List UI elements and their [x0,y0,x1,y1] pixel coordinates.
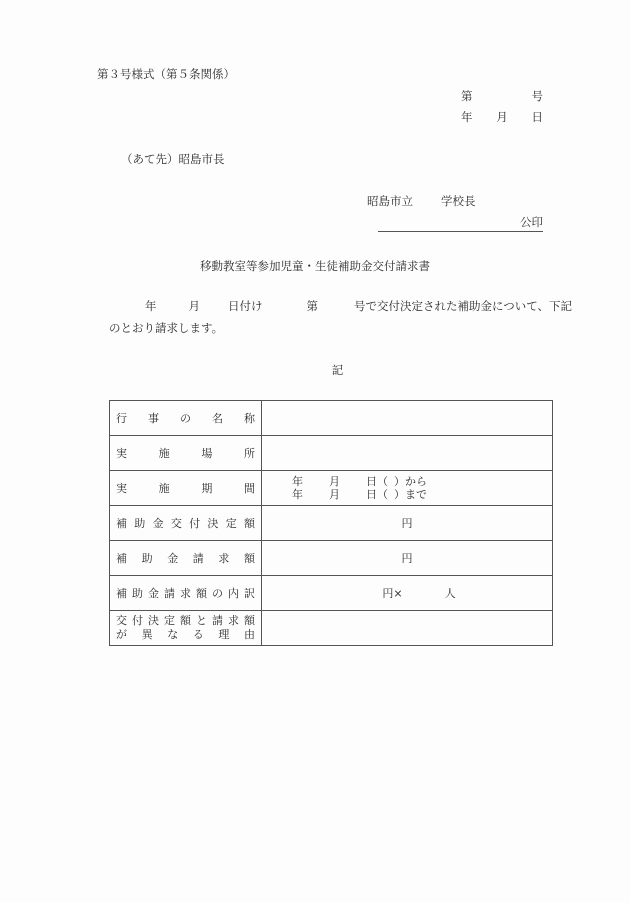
label-char: る [192,628,204,641]
table-row [110,541,553,576]
label-char: 補 [116,587,127,600]
label-char: 請 [164,587,175,600]
label-period [110,471,262,506]
table-row [110,471,553,506]
form-number: 第３号様式（第５条関係） [97,67,235,81]
label-claim-breakdown [110,576,262,611]
table-row [110,436,553,471]
period-from: 年 月 日（ ）から [292,475,427,488]
label-char: 名 [212,412,223,425]
label-char: 請 [212,614,223,627]
label-char: 助 [134,517,146,530]
label-char: な [167,628,179,641]
body-day: 日付け [228,299,263,313]
label-char: 助 [132,587,143,600]
detail-table [109,400,553,646]
label-char: 間 [243,482,255,495]
label-char: 求 [228,614,239,627]
label-char: 訳 [244,587,255,600]
label-difference-reason [110,611,262,646]
date-month: 月 [496,110,508,124]
label-event-name [110,401,262,436]
doc-number-prefix: 第 [461,89,473,103]
label-char: 金 [167,552,179,565]
body-year: 年 [145,299,157,313]
label-char: 額 [243,552,255,565]
claim-amount-field[interactable] [262,541,553,576]
ki-heading: 記 [331,363,344,377]
label-char: 額 [180,614,191,627]
school-name-line [367,193,476,209]
label-char: 交 [116,614,127,627]
table-row [110,506,553,541]
label-char: 所 [243,447,255,460]
label-char: 内 [228,587,239,600]
label-char: 定 [164,614,175,627]
label-claim-amount [110,541,262,576]
period-field[interactable] [262,471,553,506]
label-char: 決 [148,614,159,627]
yen-unit: 円 [401,517,413,530]
doc-number-suffix: 号 [531,89,543,103]
label-venue [110,436,262,471]
yen-unit: 円 [401,552,413,565]
label-char: 決 [207,517,219,530]
body-text: 号で交付決定された補助金について、下記 [354,299,573,313]
label-char: 金 [152,517,164,530]
label-char: 行 [116,412,127,425]
addressee: （あて先）昭島市長 [121,152,225,166]
yen-times: 円× [382,587,403,600]
label-char: 金 [148,587,159,600]
document-title: 移動教室等参加児童・生徒補助金交付請求書 [200,259,430,273]
label-char: が [116,628,127,641]
people-unit: 人 [444,587,456,600]
claim-breakdown-field[interactable] [262,576,553,611]
label-char: 額 [196,587,207,600]
document-date [461,109,543,125]
label-decided-amount [110,506,262,541]
table-row [110,576,553,611]
table-row [110,611,553,646]
label-char: 実 [116,447,127,460]
label-char: 施 [158,447,170,460]
body-number-prefix: 第 [306,299,318,313]
seal-line [378,214,543,232]
label-char: 額 [244,614,255,627]
label-char: 事 [148,412,159,425]
date-day: 日 [531,110,543,124]
school-prefix: 昭島市立 [367,194,413,208]
label-char: 異 [141,628,153,641]
school-suffix: 学校長 [441,194,476,208]
event-name-field[interactable] [262,401,553,436]
label-char: 由 [243,628,255,641]
decided-amount-field[interactable] [262,506,553,541]
difference-reason-field[interactable] [262,611,553,646]
label-char: 付 [132,614,143,627]
label-char: 補 [116,552,127,565]
date-year: 年 [461,110,473,124]
body-line-1 [145,298,572,314]
venue-field[interactable] [262,436,553,471]
label-char: 期 [201,482,213,495]
seal-label: 公印 [520,215,543,229]
label-char: 助 [141,552,153,565]
label-char: 額 [243,517,255,530]
table-row [110,401,553,436]
label-char: 交 [170,517,182,530]
label-char: 付 [189,517,201,530]
label-char: 実 [116,482,127,495]
label-char: 求 [180,587,191,600]
label-char: の [212,587,223,600]
body-line-2: のとおり請求します。 [109,321,224,335]
label-char: の [180,412,191,425]
label-char: 請 [192,552,204,565]
label-char: 場 [201,447,213,460]
label-char: 施 [158,482,170,495]
body-month: 月 [188,299,200,313]
label-char: 求 [218,552,230,565]
period-to: 年 月 日（ ）まで [292,488,427,501]
label-char: 補 [116,517,127,530]
document-number [461,88,543,104]
label-char: 理 [218,628,230,641]
label-char: 定 [225,517,237,530]
label-char: 称 [244,412,255,425]
label-char: と [196,614,207,627]
